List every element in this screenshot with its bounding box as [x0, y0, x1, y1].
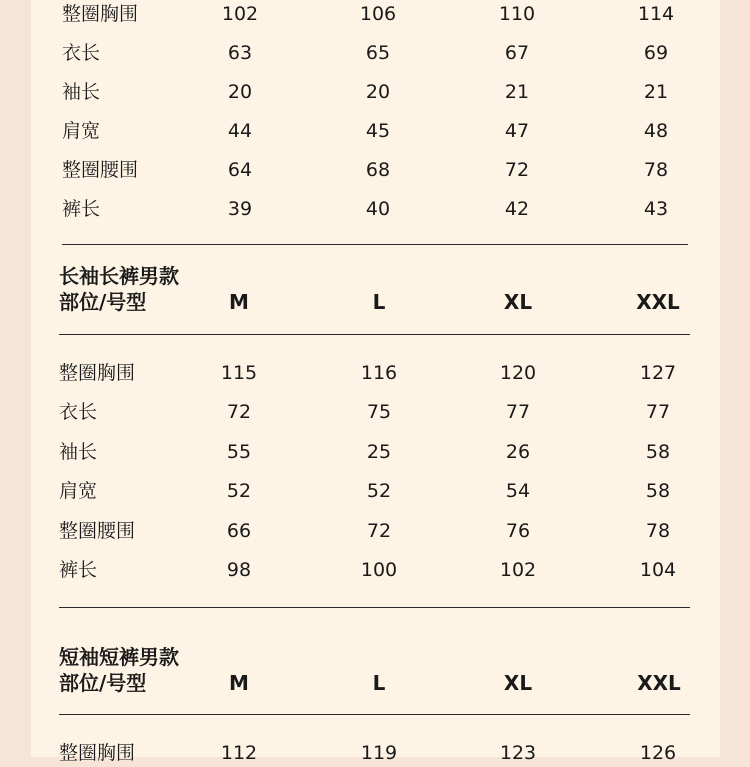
cell-xxl: 43: [643, 198, 669, 220]
cell-xl: 110: [498, 3, 536, 25]
cell-m: 112: [220, 742, 258, 764]
cell-m: 20: [227, 81, 253, 103]
table-row: [0, 0, 750, 28]
row-label: 整圈腰围: [62, 159, 139, 181]
cell-l: 65: [365, 42, 391, 64]
cell-xl: 54: [505, 480, 531, 502]
table-row: [0, 556, 750, 584]
cell-xl: 123: [499, 742, 537, 764]
section-divider: [62, 244, 688, 245]
cell-xxl: 127: [639, 362, 677, 384]
row-label: 整圈胸围: [59, 742, 136, 764]
cell-m: 66: [226, 520, 252, 542]
size-header-l: L: [372, 290, 386, 314]
cell-xl: 42: [504, 198, 530, 220]
table-row: [0, 517, 750, 545]
cell-xl: 77: [505, 401, 531, 423]
cell-m: 39: [227, 198, 253, 220]
row-label: 整圈腰围: [59, 520, 136, 542]
size-header-l: L: [372, 671, 386, 695]
cell-xxl: 48: [643, 120, 669, 142]
cell-l: 40: [365, 198, 391, 220]
cell-l: 20: [365, 81, 391, 103]
section-divider: [59, 607, 690, 608]
section-subtitle: 部位/号型: [59, 290, 147, 314]
cell-xxl: 58: [645, 480, 671, 502]
table-row: [0, 477, 750, 505]
size-header-m: M: [229, 671, 249, 695]
cell-l: 75: [366, 401, 392, 423]
cell-l: 25: [366, 441, 392, 463]
cell-m: 63: [227, 42, 253, 64]
cell-xxl: 78: [645, 520, 671, 542]
cell-xxl: 69: [643, 42, 669, 64]
cell-m: 55: [226, 441, 252, 463]
cell-m: 115: [220, 362, 258, 384]
row-label: 肩宽: [59, 480, 98, 502]
row-label: 裤长: [62, 198, 101, 220]
cell-m: 98: [226, 559, 252, 581]
cell-l: 116: [360, 362, 398, 384]
cell-xxl: 78: [643, 159, 669, 181]
table-row: [0, 739, 750, 767]
cell-m: 72: [226, 401, 252, 423]
row-label: 袖长: [62, 81, 101, 103]
size-header-xl: XL: [503, 671, 533, 695]
cell-m: 44: [227, 120, 253, 142]
cell-m: 64: [227, 159, 253, 181]
cell-l: 52: [366, 480, 392, 502]
cell-l: 72: [366, 520, 392, 542]
row-label: 裤长: [59, 559, 98, 581]
section-title: 长袖长裤男款: [59, 264, 179, 288]
cell-xl: 76: [505, 520, 531, 542]
row-label: 衣长: [62, 42, 101, 64]
table-row: [0, 359, 750, 387]
table-row: [0, 78, 750, 106]
cell-l: 106: [359, 3, 397, 25]
size-header-xxl: XXL: [637, 671, 681, 695]
cell-xxl: 126: [639, 742, 677, 764]
table-row: [0, 156, 750, 184]
row-label: 衣长: [59, 401, 98, 423]
table-row: [0, 398, 750, 426]
cell-l: 68: [365, 159, 391, 181]
cell-xl: 21: [504, 81, 530, 103]
cell-m: 102: [221, 3, 259, 25]
header-divider: [59, 334, 690, 335]
header-divider: [59, 714, 690, 715]
section-3-header: [0, 644, 750, 704]
cell-xxl: 58: [645, 441, 671, 463]
cell-xxl: 77: [645, 401, 671, 423]
table-row: [0, 195, 750, 223]
cell-xl: 26: [505, 441, 531, 463]
row-label: 肩宽: [62, 120, 101, 142]
size-header-xxl: XXL: [636, 290, 680, 314]
cell-l: 45: [365, 120, 391, 142]
cell-l: 100: [360, 559, 398, 581]
row-label: 整圈胸围: [59, 362, 136, 384]
section-title: 短袖短裤男款: [59, 645, 179, 669]
cell-xl: 47: [504, 120, 530, 142]
cell-xl: 67: [504, 42, 530, 64]
table-row: [0, 438, 750, 466]
size-header-xl: XL: [503, 290, 533, 314]
row-label: 整圈胸围: [62, 3, 139, 25]
table-row: [0, 39, 750, 67]
row-label: 袖长: [59, 441, 98, 463]
cell-xxl: 21: [643, 81, 669, 103]
section-subtitle: 部位/号型: [59, 671, 147, 695]
cell-xl: 72: [504, 159, 530, 181]
cell-xl: 102: [499, 559, 537, 581]
section-2-header: [0, 263, 750, 323]
table-row: [0, 117, 750, 145]
cell-xxl: 114: [637, 3, 675, 25]
cell-m: 52: [226, 480, 252, 502]
size-header-m: M: [229, 290, 249, 314]
cell-xxl: 104: [639, 559, 677, 581]
cell-l: 119: [360, 742, 398, 764]
cell-xl: 120: [499, 362, 537, 384]
